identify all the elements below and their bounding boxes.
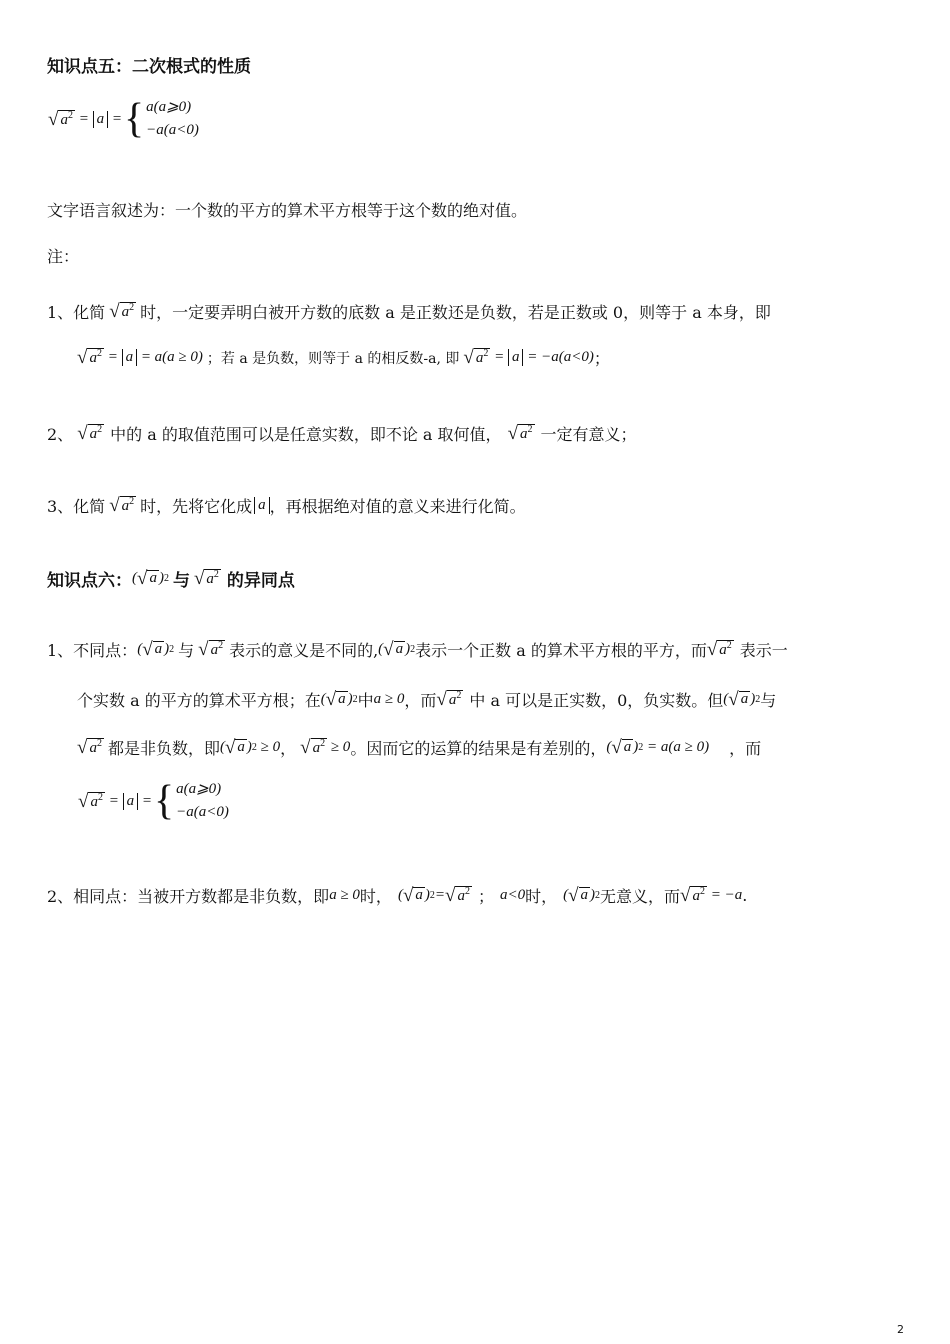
note-2: 2、 √ $a^2$ 中的 a 的取值范围可以是任意实数，即不论 a 取何值， √ $a^2$ 一定有意义； — [47, 423, 637, 444]
diff-line2: 个实数 a 的平方的算术平方根；在 ( √ a ) 2 中 a ≥ 0 ，而 √ $a^2$ 中 a 可以是正实数，0，负实数。但 ( √ a ) 2 与 — [77, 689, 777, 710]
abs-a: a — [93, 111, 109, 128]
sqrt-a2: √ $a^2$ — [48, 108, 73, 130]
note-label: 注： — [47, 247, 80, 266]
section5-formula: √ $a^2$ = a = { a(a⩾0) −a(a<0) — [48, 96, 199, 143]
case-2: −a(a<0) — [146, 122, 199, 139]
diff-line3: √ $a^2$ 都是非负数，即 ( √ a ) 2 ≥ 0 ， √ $a^2$ ≥ 0 。因而它的运算的结果是有差别的， ( √ a ) 2 = a(a ≥ 0) ，而 — [77, 737, 762, 758]
same-points: 2、相同点：当被开方数都是非负数，即 a ≥ 0 时， ( √ a ) 2 = √ $a^2$ ； a<0 时， ( √ a ) 2 无意义，而 √ $a^2$ = −a . — [47, 885, 748, 906]
note-1-line2: √ $a^2$ = a = a(a ≥ 0) ；若 a 是负数，则等于 a 的相反数-a, 即 √ $a^2$ = a = −a(a<0) ； — [77, 347, 610, 368]
diff-line1: 1、不同点： ( √ a ) 2 与 √ $a^2$ 表示的意义是不同的, ( √ a ) 2 表示一个正数 a 的算术平方根的平方，而 √ $a^2$ 表示一 — [47, 639, 788, 660]
section6-heading: 知识点六： ( √ a ) 2 与 √ $a^2$ 的异同点 — [47, 568, 295, 591]
note-1-line1: 1、化简 √ $a^2$ 时，一定要弄明白被开方数的底数 a 是正数还是负数，若是正数或 0，则等于 a 本身，即 — [47, 301, 771, 322]
note-3: 3、化简 √ $a^2$ 时，先将它化成 a ，再根据绝对值的意义来进行化简。 — [47, 495, 526, 516]
verbal-statement: 文字语言叙述为：一个数的平方的算术平方根等于这个数的绝对值。 — [47, 201, 528, 220]
diff-formula: √ $a^2$ = a = { a(a⩾0) −a(a<0) — [78, 778, 229, 825]
section5-heading: 知识点五：二次根式的性质 — [47, 57, 251, 77]
case-1: a(a⩾0) — [146, 99, 192, 115]
page-number: 2 — [897, 1323, 904, 1336]
